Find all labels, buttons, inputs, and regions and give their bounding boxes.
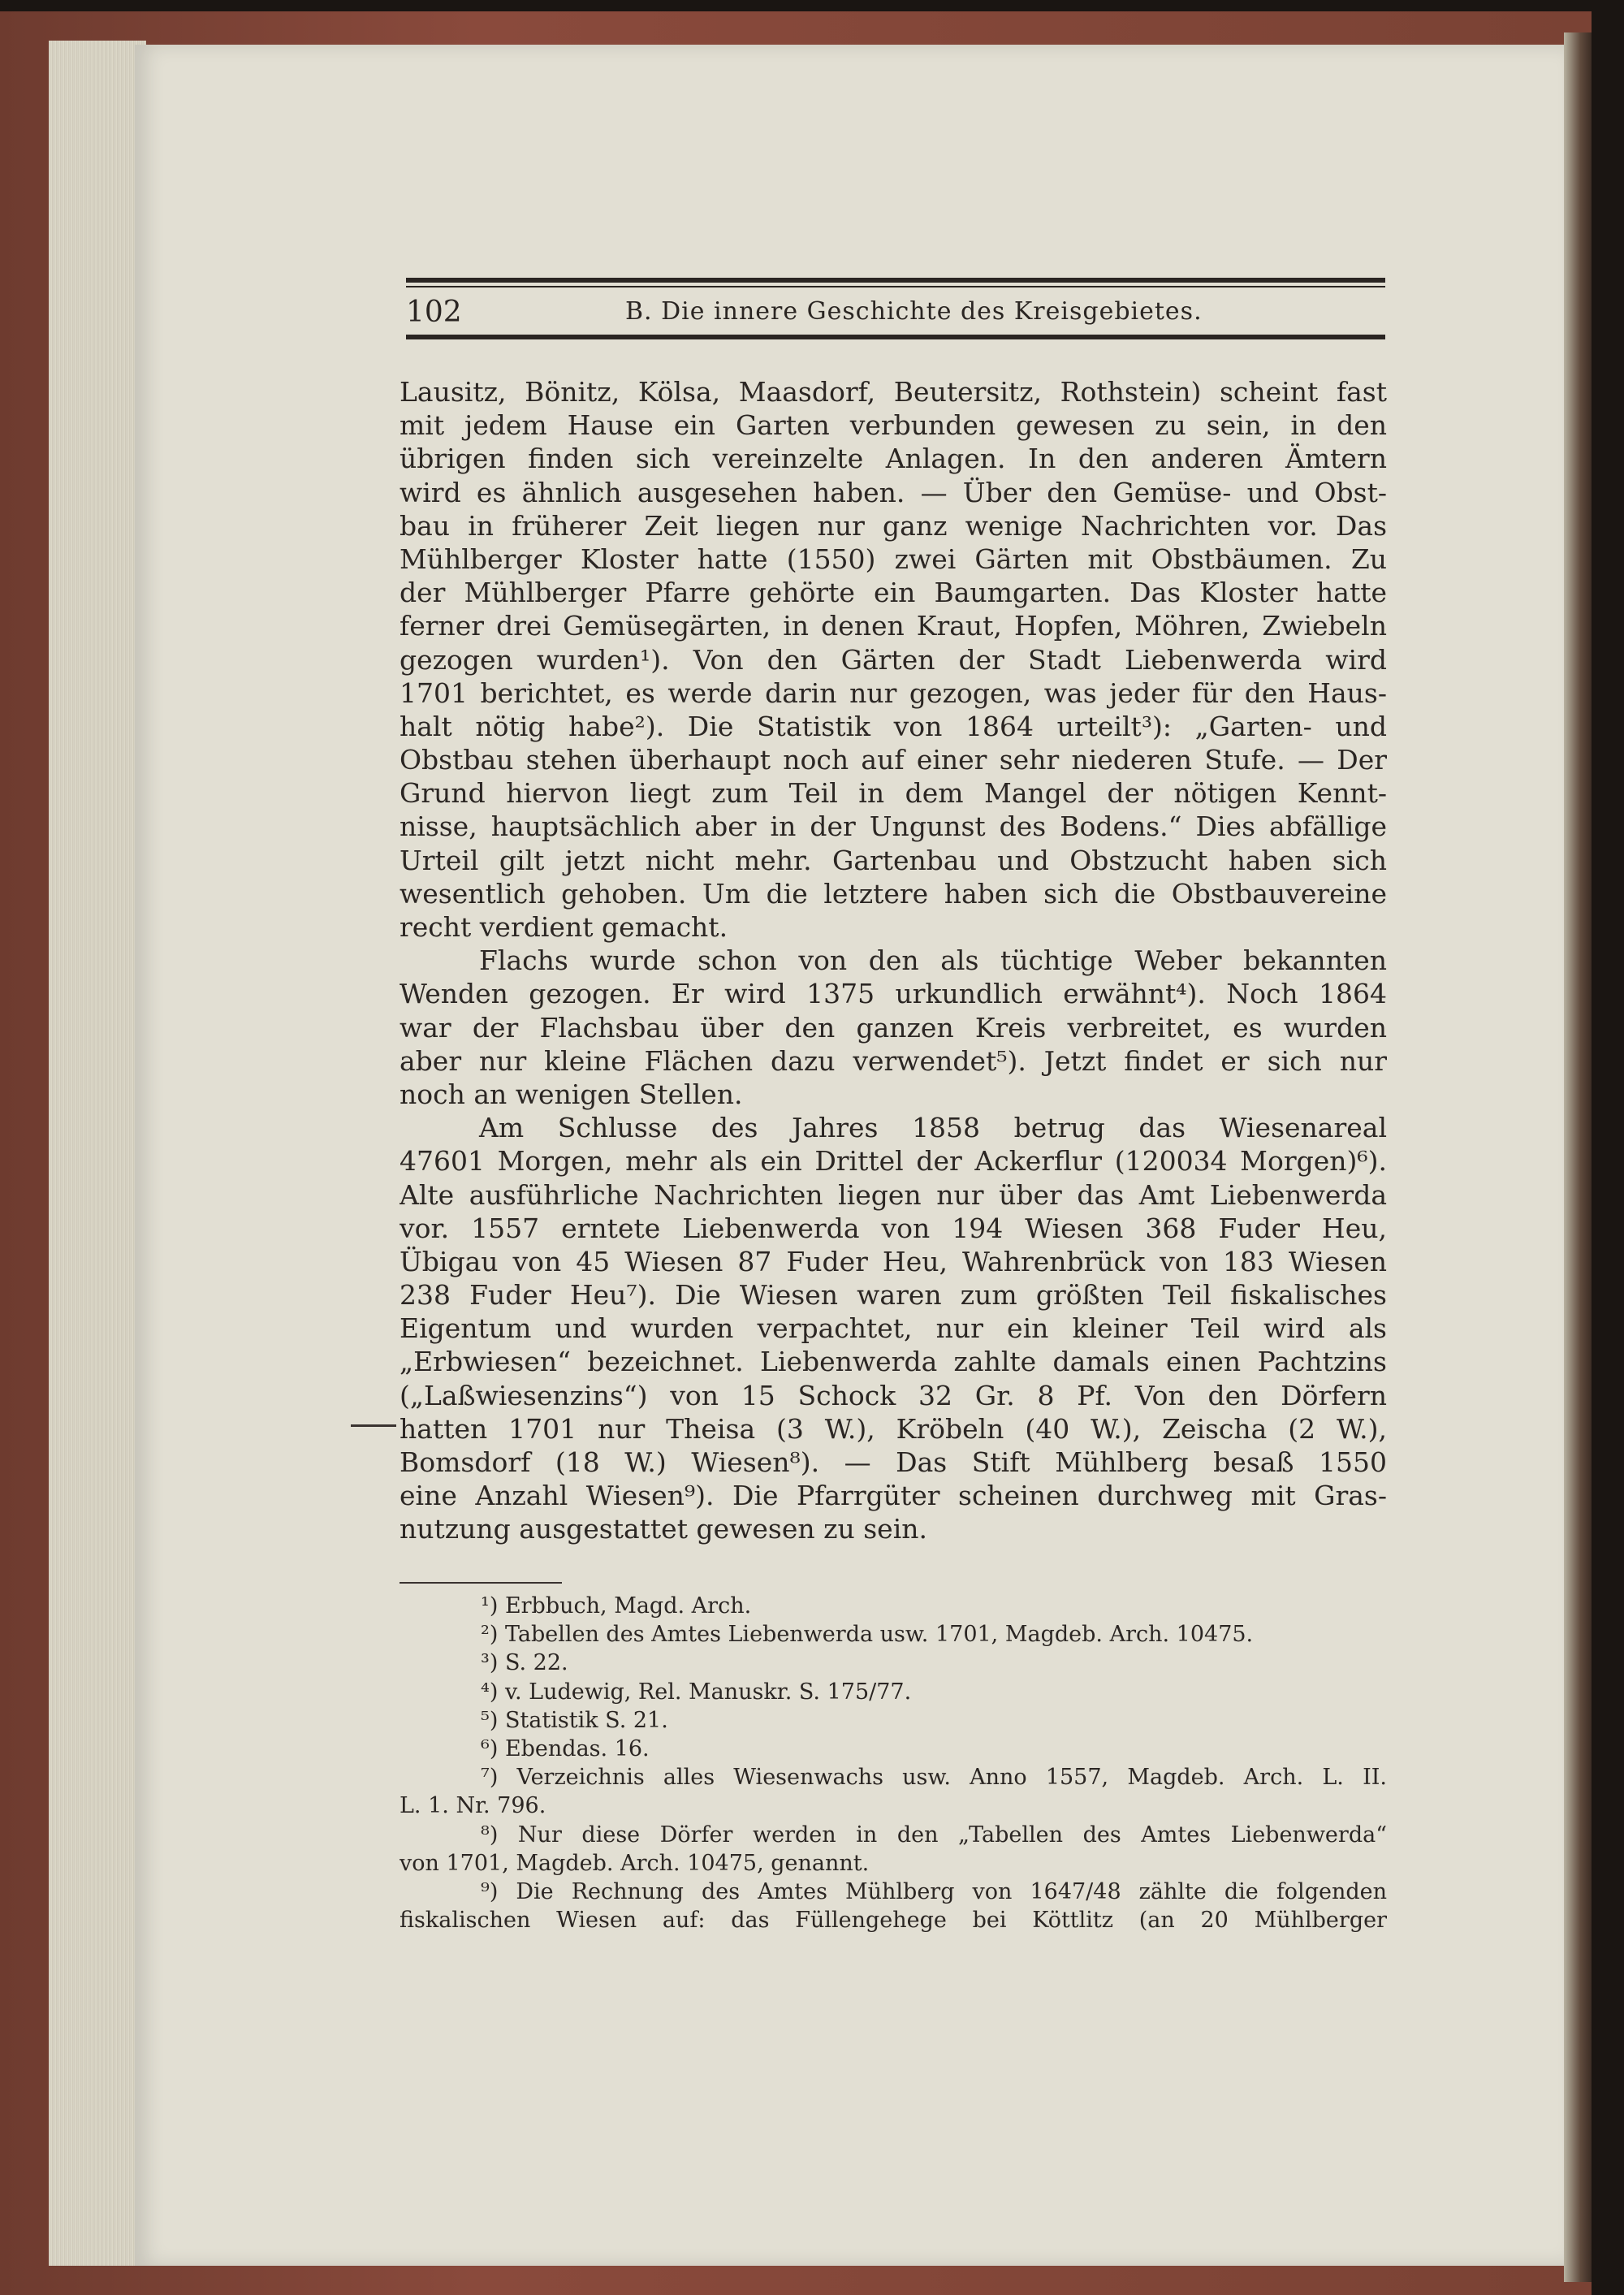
footnote-line: ¹) Erbbuch, Magd. Arch. <box>481 1593 752 1619</box>
text-line: Urteil gilt jetzt nicht mehr. Gartenbau und Obstzucht haben sich <box>400 844 1387 876</box>
text-line: war der Flachsbau über den ganzen Kreis verbreitet, es wurden <box>400 1011 1387 1044</box>
text-line: Eigentum und wurden verpachtet, nur ein kleiner Teil wird als <box>400 1312 1387 1345</box>
footnote-line: ⁹) Die Rechnung des Amtes Mühlberg von 1647/48 zählte die folgenden <box>481 1878 1387 1904</box>
footnotes <box>400 1592 1387 1934</box>
footnote-line: ³) S. 22. <box>481 1650 568 1676</box>
footnote-line: ⁴) v. Ludewig, Rel. Manuskr. S. 175/77. <box>481 1679 912 1705</box>
text-line: Grund hiervon liegt zum Teil in dem Mangel der nötigen Kennt- <box>400 777 1387 810</box>
text-line: Obstbau stehen überhaupt noch auf einer sehr niederen Stufe. — Der <box>400 744 1387 776</box>
text-line: „Erbwiesen“ bezeichnet. Liebenwerda zahlte damals einen Pachtzins <box>400 1346 1387 1378</box>
text-line: nisse, hauptsächlich aber in der Ungunst des Bodens.“ Dies abfällige <box>400 810 1387 843</box>
header-rule-top <box>406 278 1385 283</box>
margin-pencil-mark <box>351 1424 396 1427</box>
text-line: wird es ähnlich ausgesehen haben. — Über den Gemüse- und Obst- <box>400 476 1387 508</box>
text-line: gezogen wurden¹). Von den Gärten der Stadt Liebenwerda wird <box>400 643 1387 676</box>
body-text <box>400 375 1387 1546</box>
text-line: Am Schlusse des Jahres 1858 betrug das Wiesenareal <box>479 1112 1387 1144</box>
footnote-line: ⁶) Ebendas. 16. <box>481 1735 650 1761</box>
header-rule-bottom <box>406 335 1385 339</box>
text-line: hatten 1701 nur Theisa (3 W.), Kröbeln (40 W.), Zeischa (2 W.), <box>400 1412 1387 1445</box>
text-line: halt nötig habe²). Die Statistik von 1864 urteilt³): „Garten- und <box>400 710 1387 742</box>
footnote-line: ²) Tabellen des Amtes Liebenwerda usw. 1701, Magdeb. Arch. 10475. <box>481 1622 1254 1648</box>
text-line: mit jedem Hause ein Garten verbunden gewesen zu sein, in den <box>400 409 1387 442</box>
running-title: B. Die innere Geschichte des Kreisgebietes. <box>625 297 1203 326</box>
footnote-rule <box>400 1582 562 1584</box>
footnote-line: fiskalischen Wiesen auf: das Füllengehege bei Köttlitz (an 20 Mühlberger <box>400 1908 1387 1934</box>
text-line: Übigau von 45 Wiesen 87 Fuder Heu, Wahrenbrück von 183 Wiesen <box>400 1245 1387 1277</box>
text-line: nutzung ausgestattet gewesen zu sein. <box>400 1513 927 1545</box>
text-line: 238 Fuder Heu⁷). Die Wiesen waren zum größten Teil fiskalisches <box>400 1279 1387 1312</box>
book-gutter <box>1564 32 1592 2282</box>
text-line: vor. 1557 erntete Liebenwerda von 194 Wiesen 368 Fuder Heu, <box>400 1212 1387 1244</box>
text-line: 47601 Morgen, mehr als ein Drittel der Ackerflur (120034 Morgen)⁶). <box>400 1145 1387 1178</box>
footnote-line: von 1701, Magdeb. Arch. 10475, genannt. <box>400 1850 870 1876</box>
text-line: eine Anzahl Wiesen⁹). Die Pfarrgüter scheinen durchweg mit Gras- <box>400 1480 1387 1512</box>
text-line: aber nur kleine Flächen dazu verwendet⁵). Jetzt findet er sich nur <box>400 1044 1387 1077</box>
footnote-line: ⁷) Verzeichnis alles Wiesenwachs usw. Anno 1557, Magdeb. Arch. L. II. <box>481 1765 1387 1791</box>
text-line: Bomsdorf (18 W.) Wiesen⁸). — Das Stift Mühlberg besaß 1550 <box>400 1446 1387 1478</box>
text-line: ferner drei Gemüsegärten, in denen Kraut, Hopfen, Möhren, Zwiebeln <box>400 610 1387 642</box>
text-line: Mühlberger Kloster hatte (1550) zwei Gärten mit Obstbäumen. Zu <box>400 542 1387 575</box>
text-line: bau in früherer Zeit liegen nur ganz wenige Nachrichten vor. Das <box>400 509 1387 542</box>
footnote-line: ⁸) Nur diese Dörfer werden in den „Tabellen des Amtes Liebenwerda“ <box>481 1822 1387 1848</box>
page-stack-edge <box>49 41 146 2266</box>
text-line: übrigen finden sich vereinzelte Anlagen. In den anderen Ämtern <box>400 443 1387 475</box>
footnote-line: L. 1. Nr. 796. <box>400 1793 546 1819</box>
page-number: 102 <box>406 296 462 329</box>
text-line: recht verdient gemacht. <box>400 911 728 943</box>
text-line: („Laßwiesenzins“) von 15 Schock 32 Gr. 8 Pf. Von den Dörfern <box>400 1379 1387 1411</box>
text-line: Lausitz, Bönitz, Kölsa, Maasdorf, Beutersitz, Rothstein) scheint fast <box>400 376 1387 408</box>
text-line: noch an wenigen Stellen. <box>400 1078 743 1110</box>
header-rule-top-thin <box>406 286 1385 287</box>
text-line: Wenden gezogen. Er wird 1375 urkundlich erwähnt⁴). Noch 1864 <box>400 978 1387 1010</box>
footnote-line: ⁵) Statistik S. 21. <box>481 1707 668 1733</box>
text-line: Flachs wurde schon von den als tüchtige Weber bekannten <box>479 944 1387 977</box>
text-line: Alte ausführliche Nachrichten liegen nur über das Amt Liebenwerda <box>400 1178 1387 1211</box>
text-line: der Mühlberger Pfarre gehörte ein Baumgarten. Das Kloster hatte <box>400 577 1387 609</box>
text-line: wesentlich gehoben. Um die letztere haben sich die Obstbauvereine <box>400 877 1387 910</box>
text-line: 1701 berichtet, es werde darin nur gezogen, was jeder für den Haus- <box>400 676 1387 709</box>
running-header <box>406 278 1385 343</box>
